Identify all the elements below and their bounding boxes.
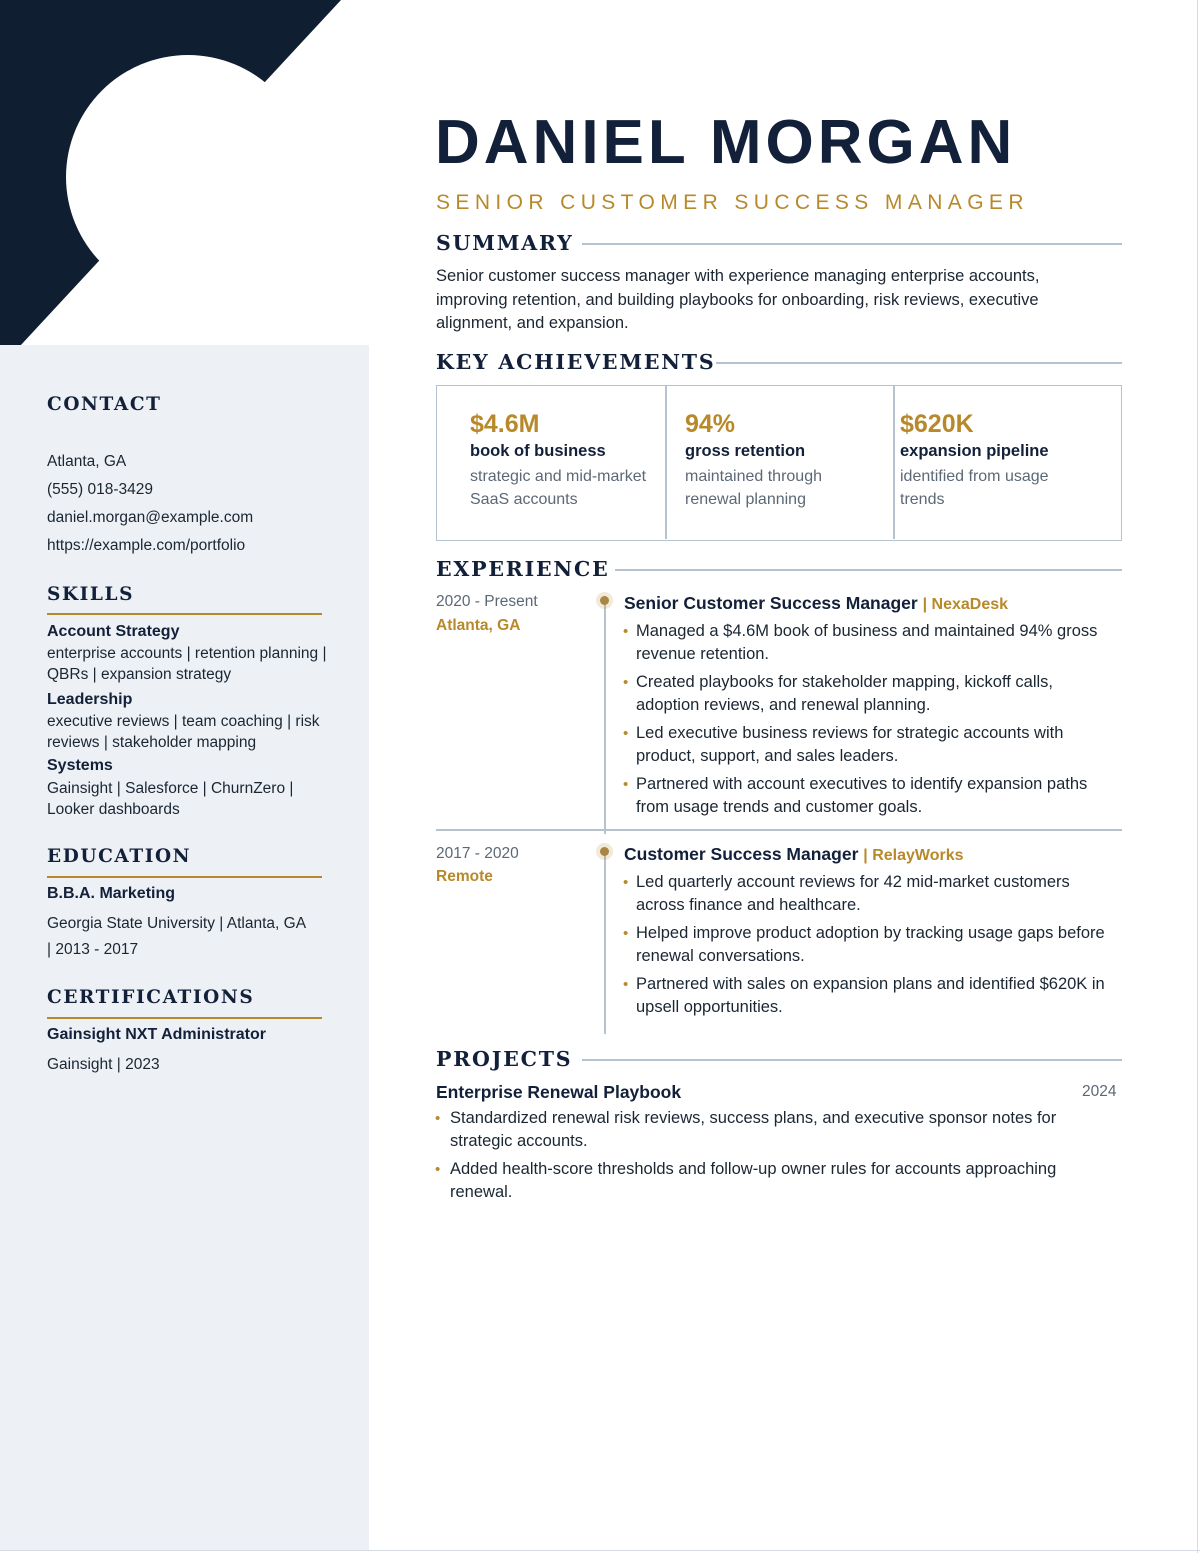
certification-detail: Gainsight | 2023	[47, 1056, 160, 1073]
achievement-detail: maintained through renewal planning	[685, 468, 822, 508]
education-heading: EDUCATION	[47, 846, 192, 867]
skill-group-name: Systems	[47, 757, 113, 774]
contact-email[interactable]: daniel.morgan@example.com	[47, 509, 254, 526]
page-border	[0, 1550, 1200, 1551]
photo-placeholder-circle	[66, 55, 310, 299]
achievements-heading: KEY ACHIEVEMENTS	[436, 350, 716, 374]
summary-heading: SUMMARY	[436, 231, 574, 255]
achievement-label: expansion pipeline	[900, 442, 1049, 460]
candidate-name: DANIEL MORGAN	[435, 108, 1017, 177]
job-dates: 2017 - 2020	[436, 845, 519, 862]
skills-heading: SKILLS	[47, 584, 135, 605]
job-location: Atlanta, GA	[436, 617, 521, 634]
projects-rule	[582, 1059, 1122, 1061]
job-bullet: • Managed a $4.6M book of business and maintained 94% gross revenue retention.	[622, 620, 1117, 666]
achievement-label: gross retention	[685, 442, 806, 460]
summary-rule	[582, 243, 1122, 245]
achievement-detail: identified from usage trends	[900, 468, 1049, 508]
job-separator	[436, 829, 1122, 831]
achievement-label: book of business	[470, 442, 606, 460]
job-title: Customer Success Manager	[624, 844, 859, 864]
projects-heading: PROJECTS	[436, 1047, 573, 1071]
job-title-line	[624, 593, 1008, 614]
job-bullet: • Helped improve product adoption by tracking usage gaps before renewal conversations.	[622, 922, 1117, 968]
achievement-value: 94%	[685, 410, 736, 438]
education-degree: B.B.A. Marketing	[47, 885, 176, 902]
contact-location: Atlanta, GA	[47, 453, 127, 470]
project-year: 2024	[1082, 1083, 1117, 1100]
job-bullet: • Partnered with account executives to identify expansion paths from usage trends and customer goals.	[622, 773, 1117, 819]
skill-group-items: enterprise accounts | retention planning | QBRs | expansion strategy	[47, 645, 327, 683]
timeline-line	[604, 848, 606, 1034]
job-title-line	[624, 844, 964, 865]
project-bullet: • Standardized renewal risk reviews, success plans, and executive sponsor notes for strategic accounts.	[435, 1107, 1095, 1153]
certification-name: Gainsight NXT Administrator	[47, 1026, 266, 1043]
candidate-role: SENIOR CUSTOMER SUCCESS MANAGER	[436, 191, 1029, 214]
achievements-box	[436, 385, 1122, 541]
header-decoration	[0, 0, 369, 346]
timeline-dot	[600, 847, 609, 856]
job-bullets	[622, 620, 1117, 824]
contact-phone[interactable]: (555) 018-3429	[47, 481, 153, 498]
achievement-value: $620K	[900, 410, 974, 438]
achievement-divider	[893, 386, 895, 539]
job-bullet: • Led quarterly account reviews for 42 mid-market customers across finance and healthcare.	[622, 871, 1117, 917]
timeline-line	[604, 596, 606, 834]
job-company: | RelayWorks	[863, 847, 964, 864]
education-rule	[47, 876, 322, 878]
education-years: | 2013 - 2017	[47, 941, 139, 958]
experience-rule	[615, 569, 1122, 571]
timeline-dot	[600, 596, 609, 605]
job-location: Remote	[436, 868, 493, 885]
project-title: Enterprise Renewal Playbook	[436, 1082, 682, 1102]
project-bullet: • Added health-score thresholds and follow-up owner rules for accounts approaching renewal.	[435, 1158, 1095, 1204]
achievements-rule	[716, 362, 1122, 364]
page-border	[1197, 0, 1198, 1553]
job-bullets	[622, 871, 1117, 1024]
job-bullet: • Led executive business reviews for strategic accounts with product, support, and sales leaders.	[622, 722, 1117, 768]
skill-group-name: Leadership	[47, 691, 133, 708]
achievement-detail: strategic and mid-market SaaS accounts	[470, 468, 647, 508]
job-bullet: • Partnered with sales on expansion plans and identified $620K in upsell opportunities.	[622, 973, 1117, 1019]
certifications-heading: CERTIFICATIONS	[47, 987, 255, 1008]
achievement-value: $4.6M	[470, 410, 540, 438]
job-bullet: • Created playbooks for stakeholder mapping, kickoff calls, adoption reviews, and renewal planning.	[622, 671, 1117, 717]
contact-website[interactable]: https://example.com/portfolio	[47, 537, 246, 554]
skill-group-items: Gainsight | Salesforce | ChurnZero | Looker dashboards	[47, 780, 294, 818]
skills-rule	[47, 613, 322, 615]
certifications-rule	[47, 1017, 322, 1019]
job-dates: 2020 - Present	[436, 593, 538, 610]
skill-group-name: Account Strategy	[47, 623, 180, 640]
summary-text: Senior customer success manager with experience managing enterprise accounts, improving retention, and building playbooks for onboarding, risk reviews, executive alignment, and expansion.	[436, 267, 1040, 332]
project-bullets	[435, 1107, 1095, 1209]
job-title: Senior Customer Success Manager	[624, 593, 918, 613]
experience-heading: EXPERIENCE	[436, 557, 610, 581]
skill-group-items: executive reviews | team coaching | risk reviews | stakeholder mapping	[47, 713, 320, 751]
job-company: | NexaDesk	[922, 596, 1009, 613]
education-school: Georgia State University | Atlanta, GA	[47, 915, 307, 932]
achievement-divider	[665, 386, 667, 539]
contact-heading: CONTACT	[47, 394, 162, 415]
